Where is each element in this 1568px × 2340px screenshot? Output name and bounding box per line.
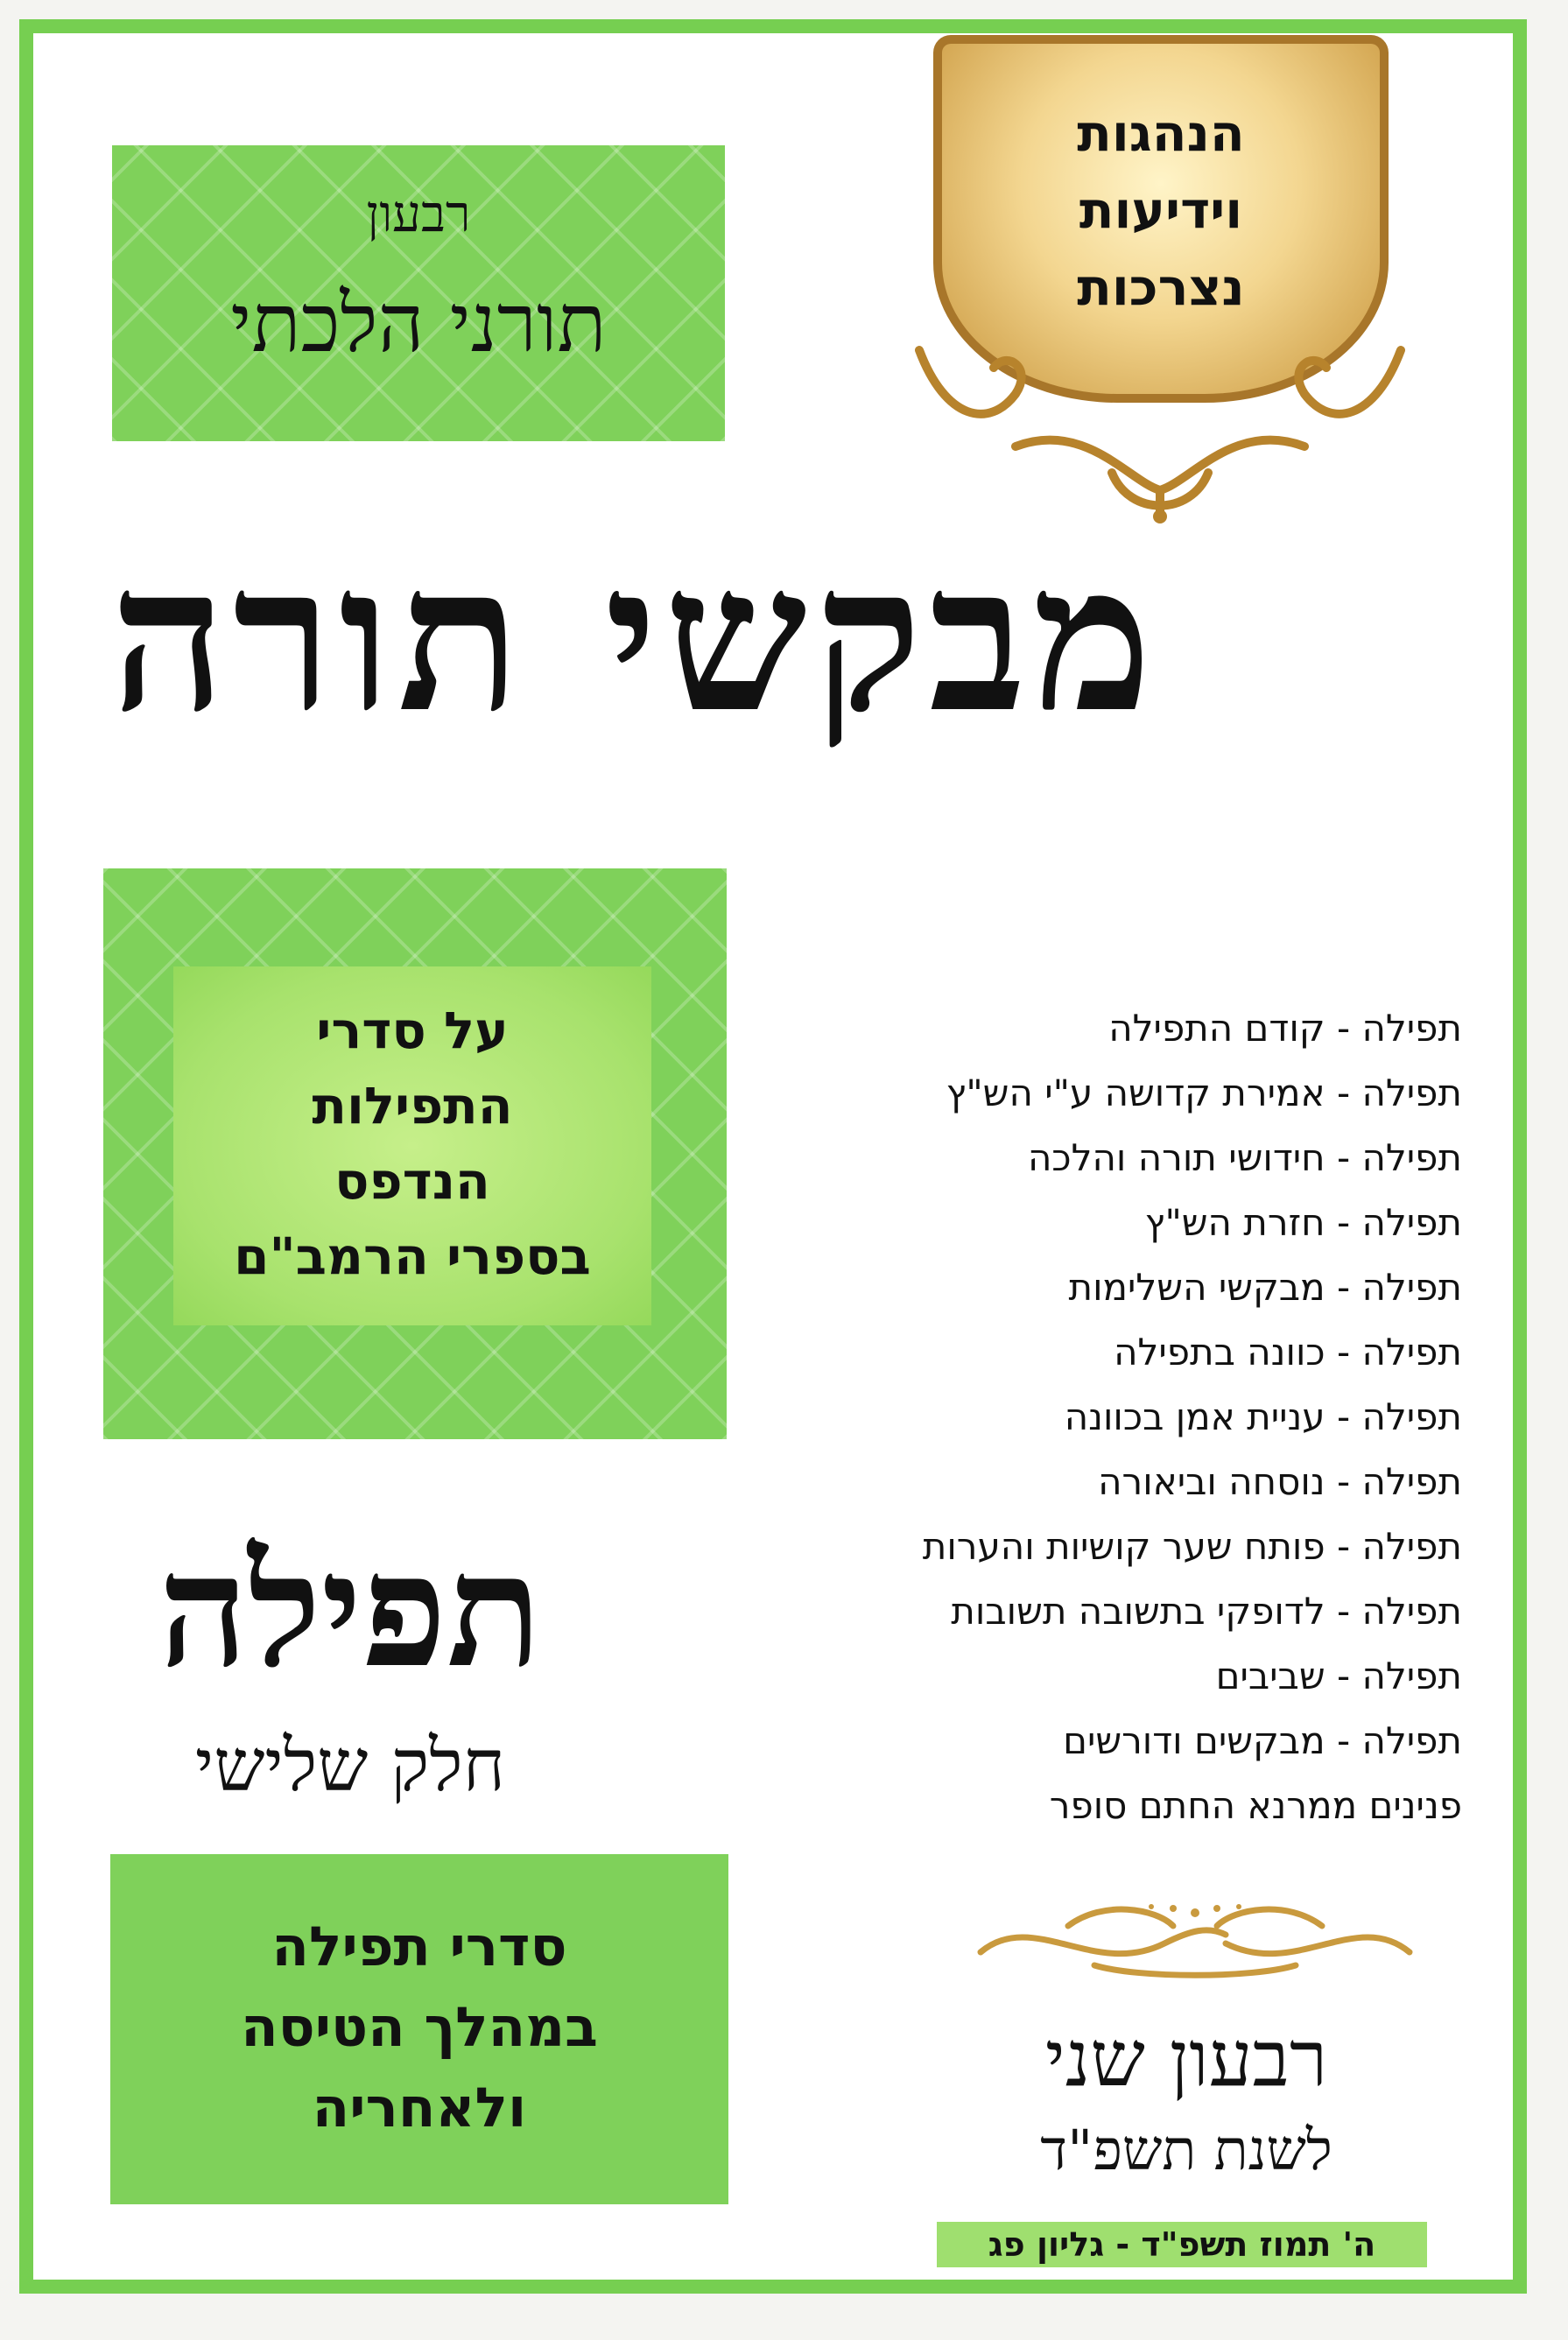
- quarter-label: רבעון שני: [1044, 2013, 1328, 2104]
- list-item: תפילה - כוונה בתפילה: [1114, 1331, 1462, 1374]
- series-name: תורני הלכתי: [230, 277, 607, 370]
- flight-prayer-text: [110, 1907, 728, 2148]
- issue-date-bar: ה' תמוז תשפ"ד - גליון פג: [937, 2222, 1427, 2267]
- list-item: תפילה - מבקשים ודורשים: [1063, 1719, 1462, 1762]
- list-item: תפילה - חידושי תורה והלכה: [1027, 1136, 1462, 1179]
- prayer-orders-text: [173, 993, 651, 1294]
- list-item: תפילה - עניית אמן בכוונה: [1064, 1395, 1462, 1438]
- bottom-line-2: במהלך הטיסה: [241, 1995, 598, 2059]
- series-label: רבעון: [366, 184, 471, 243]
- main-title: מבקשי תורה: [110, 521, 1159, 757]
- frame-line-3: נצרכות: [1077, 257, 1245, 317]
- list-item: תפילה - פותח שער קושיות והערות: [922, 1525, 1462, 1568]
- flight-prayer-box: [110, 1854, 728, 2204]
- box-line-3: הנדפס: [334, 1151, 490, 1211]
- series-banner: [112, 145, 725, 441]
- subject-heading: תפילה: [158, 1519, 542, 1702]
- list-item: תפילה - לדופקי בתשובה תשובות: [951, 1590, 1462, 1633]
- list-item: תפילה - חזרת הש"ץ: [1144, 1201, 1462, 1244]
- frame-scroll-ornament: [911, 315, 1410, 525]
- box-line-2: התפילות: [312, 1076, 513, 1135]
- frame-text: [942, 95, 1380, 326]
- list-item: פנינים ממרנא החתם סופר: [1049, 1784, 1462, 1827]
- bottom-line-3: ולאחריה: [312, 2076, 527, 2140]
- box-line-1: על סדרי: [316, 1001, 509, 1060]
- frame-line-1: הנהגות: [1077, 103, 1245, 163]
- list-item: תפילה - קודם התפילה: [1108, 1007, 1462, 1050]
- box-line-4: בספרי הרמב"ם: [234, 1226, 591, 1286]
- frame-line-2: וידיעות: [1079, 180, 1243, 240]
- year-label: לשנת תשפ"ד: [1040, 2119, 1332, 2183]
- topic-list: [718, 996, 1462, 1838]
- gold-flourish-ornament: [963, 1891, 1427, 1987]
- part-label: חלק שלישי: [194, 1725, 506, 1808]
- list-item: תפילה - מבקשי השלימות: [1068, 1266, 1462, 1309]
- prayer-orders-inner: [173, 966, 651, 1325]
- list-item: תפילה - נוסחה וביאורה: [1098, 1460, 1462, 1503]
- bottom-line-1: סדרי תפילה: [271, 1915, 567, 1978]
- prayer-orders-box: [103, 868, 727, 1439]
- list-item: תפילה - שביבים: [1215, 1655, 1462, 1697]
- list-item: תפילה - אמירת קדושה ע"י הש"ץ: [946, 1072, 1462, 1114]
